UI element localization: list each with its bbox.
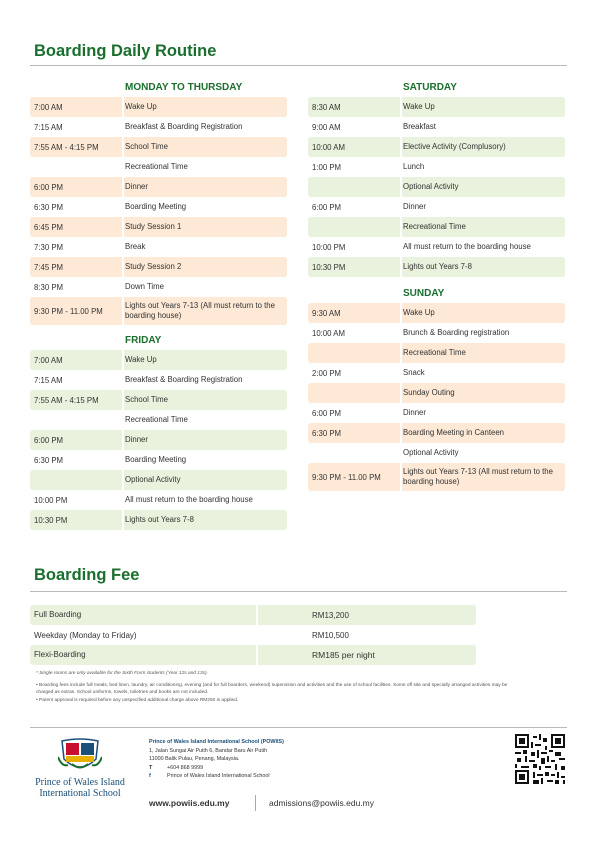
qr-code-icon [515,734,565,784]
schedule-row [308,137,565,157]
schedule-row [30,490,287,510]
fee-label: Weekday (Monday to Friday) [34,630,137,640]
schedule-row [308,237,565,257]
row-time: 9:30 AM [312,308,341,318]
row-time: 8:30 AM [312,102,341,112]
sunday-heading: SUNDAY [403,288,445,299]
phone-line [149,764,284,773]
schedule-row [30,237,287,257]
row-activity: Optional Activity [403,448,459,457]
fee-price: RM13,200 [312,610,349,620]
row-time: 7:00 AM [34,355,63,365]
row-time: 8:30 PM [34,282,64,292]
row-time: 7:00 AM [34,102,63,112]
row-activity: Lights out Years 7-8 [403,262,472,271]
schedule-row [308,423,565,443]
row-activity: Lights out Years 7-8 [125,515,194,524]
schedule-row [30,470,287,490]
schedule-row [30,97,287,117]
fee-title: Boarding Fee [34,566,140,584]
row-activity: Break [125,242,146,251]
row-activity: Wake Up [125,355,157,364]
facebook-link[interactable]: Prince of Wales Island International School [167,773,270,780]
sunday-schedule [308,285,565,491]
schedule-row [308,343,565,363]
mon-thu-heading: MONDAY TO THURSDAY [125,82,243,93]
fee-notes [36,670,516,704]
row-activity: Recreational Time [125,162,188,171]
row-activity: Elective Activity (Complusory) [403,142,506,151]
row-activity: Down Time [125,282,164,291]
org-name: Prince of Wales Island International School (POWIIS) [149,739,284,745]
schedule-row [308,97,565,117]
row-activity: School Time [125,395,168,404]
fee-label: Full Boarding [30,605,258,625]
schedule-row [30,430,287,450]
row-time: 10:30 PM [34,515,68,525]
crest-icon [58,737,102,775]
saturday-heading: SATURDAY [403,82,457,93]
row-time: 7:55 AM - 4:15 PM [34,395,99,405]
row-activity: Wake Up [403,308,435,317]
fee-footnote: * Single rooms are only available for the Sixth Form students (Year 12s and 13s). [36,671,208,676]
logo-name-line2: International School [39,788,121,799]
row-time: 7:45 PM [34,262,64,272]
row-time: 9:30 PM - 11.00 PM [312,472,381,482]
row-activity: Breakfast & Boarding Registration [125,122,243,131]
row-activity: Breakfast & Boarding Registration [125,375,243,384]
schedule-row [308,303,565,323]
row-activity: Brunch & Boarding registration [403,328,510,337]
friday-schedule [30,332,287,530]
title-divider [30,65,567,66]
row-time: 10:00 AM [312,142,345,152]
fee-table [30,605,476,665]
row-time: 10:00 PM [34,495,68,505]
schedule-row [30,510,287,530]
fee-row [30,605,476,625]
address-line: 1, Jalan Sungai Air Putih 6, Bandar Baru Air Putih [149,747,268,754]
fee-row [30,645,476,665]
facebook-line [149,772,284,781]
row-time: 2:00 PM [312,368,342,378]
facebook-icon: f [149,773,151,780]
row-time: 7:15 AM [34,375,63,385]
schedule-row [30,450,287,470]
row-time: 7:15 AM [34,122,63,132]
row-activity: Study Session 2 [125,262,182,271]
row-activity: Recreational Time [403,348,466,357]
row-time: 6:00 PM [312,202,342,212]
schedule-row [30,297,287,325]
row-time: 6:00 PM [312,408,342,418]
schedule-row [30,350,287,370]
row-activity: Dinner [125,435,148,444]
schedule-row [308,323,565,343]
row-activity: Lights out Years 7-13 (All must return to the boarding house) [125,301,275,320]
row-activity: All must return to the boarding house [403,242,531,251]
row-activity: Wake Up [403,102,435,111]
row-activity: Wake Up [125,102,157,111]
row-activity: School Time [125,142,168,151]
row-activity: Dinner [403,408,426,417]
row-time: 6:45 PM [34,222,64,232]
schedule-row [30,277,287,297]
schedule-row [308,443,565,463]
row-activity: Dinner [403,202,426,211]
row-time: 10:00 AM [312,328,345,338]
row-time: 6:30 PM [34,202,64,212]
phone-number[interactable]: +604 868 9999 [167,764,204,771]
row-time: 6:30 PM [312,428,342,438]
schedule-row [308,403,565,423]
schedule-row [308,363,565,383]
row-activity: Boarding Meeting in Canteen [403,428,504,437]
row-time: 6:00 PM [34,435,64,445]
row-activity: Dinner [125,182,148,191]
schedule-row [30,197,287,217]
logo-name-line1: Prince of Wales Island [35,777,125,788]
row-activity: All must return to the boarding house [125,495,253,504]
fee-note: • Boarding fees include full meals, bed linen, laundry, air conditioning, evening (and for full boarders, weekend) supervision and activities and the use of school facilities. Some off site and specially arranged activities may be charged as extras. School uniforms, towels, toiletries and books are not included. [36,683,508,696]
schedule-row [308,157,565,177]
phone-icon: T [149,764,153,771]
row-time: 7:55 AM - 4:15 PM [34,142,99,152]
schedule-row [30,117,287,137]
schedule-row [308,117,565,137]
email-link[interactable]: admissions@powiis.edu.my [269,798,375,808]
fee-price: RM185 per night [312,650,375,660]
friday-heading: FRIDAY [125,335,162,346]
schedule-row [30,177,287,197]
schedule-row [30,217,287,237]
row-activity: Optional Activity [403,182,459,191]
schedule-row [30,257,287,277]
routine-title: Boarding Daily Routine [34,42,217,60]
schedule-row [30,157,287,177]
row-time: 9:30 PM - 11.00 PM [34,306,103,316]
row-time: 7:30 PM [34,242,64,252]
row-activity: Study Session 1 [125,222,182,231]
fee-label: Flexi-Boarding [30,645,258,665]
row-activity: Optional Activity [125,475,181,484]
row-activity: Recreational Time [403,222,466,231]
mon-thu-schedule [30,79,287,325]
row-activity: Lunch [403,162,425,171]
schedule-row [308,383,565,403]
row-activity: Recreational Time [125,415,188,424]
contact-block [149,738,284,781]
schedule-row [30,390,287,410]
footer-divider [30,727,567,728]
schedule-row [308,257,565,277]
schedule-row [30,370,287,390]
fee-divider [30,591,567,592]
row-time: 6:00 PM [34,182,64,192]
fee-price: RM10,500 [312,630,349,640]
row-time: 10:00 PM [312,242,346,252]
row-activity: Lights out Years 7-13 (All must return to the boarding house) [403,467,553,486]
row-activity: Boarding Meeting [125,455,187,464]
row-time: 6:30 PM [34,455,64,465]
row-time: 9:00 AM [312,122,341,132]
footer-separator [255,795,256,811]
row-activity: Snack [403,368,425,377]
schedule-row [308,197,565,217]
fee-note: • Parent approval is required before any unspecified additional charge above RM250 is applied. [36,697,239,703]
schedule-row [308,177,565,197]
saturday-schedule [308,79,565,277]
row-activity: Sunday Outing [403,388,455,397]
row-time: 10:30 PM [312,262,346,272]
row-activity: Breakfast [403,122,436,131]
schedule-row [30,137,287,157]
website-link[interactable]: www.powiis.edu.my [149,798,230,808]
row-activity: Boarding Meeting [125,202,187,211]
school-logo [30,737,130,803]
schedule-row [30,410,287,430]
schedule-row [308,217,565,237]
schedule-row [308,463,565,491]
fee-row [30,625,476,645]
address-line: 11000 Balik Pulau, Penang, Malaysia. [149,756,240,763]
row-time: 1:00 PM [312,162,342,172]
